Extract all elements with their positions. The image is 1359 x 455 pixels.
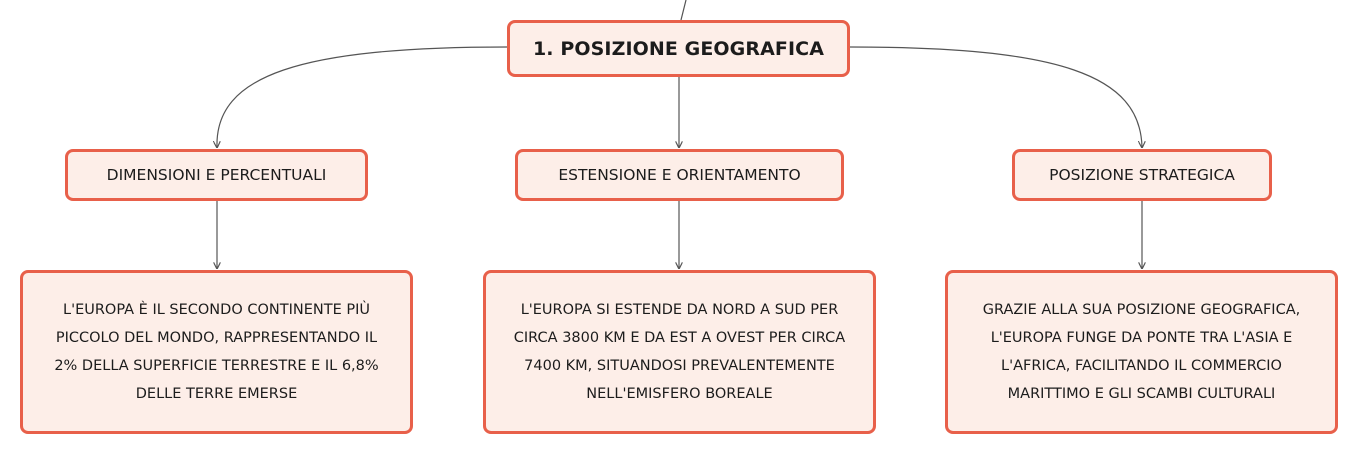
detail-node-posizione-strategica[interactable] bbox=[945, 270, 1338, 434]
connector-root-to-topic-3 bbox=[850, 47, 1142, 147]
topic-node-label: POSIZIONE STRATEGICA bbox=[1049, 166, 1235, 184]
detail-node-text: L'EUROPA È IL SECONDO CONTINENTE PIÙ PICCOLO DEL MONDO, RAPPRESENTANDO IL 2% DELLA SUPERFICIE TERRESTRE E IL 6,8% DELLE TERRE EMERSE bbox=[54, 302, 379, 402]
connector-root-to-topic-1 bbox=[217, 47, 507, 147]
connector-parent-to-root bbox=[681, 0, 686, 20]
detail-node-text: GRAZIE ALLA SUA POSIZIONE GEOGRAFICA, L'EUROPA FUNGE DA PONTE TRA L'ASIA E L'AFRICA, FACILITANDO IL COMMERCIO MARITTIMO E GLI SCAMBI CULTURALI bbox=[982, 302, 1301, 402]
topic-node-dimensioni[interactable] bbox=[65, 149, 368, 201]
topic-node-label: DIMENSIONI E PERCENTUALI bbox=[106, 166, 327, 184]
topic-node-label: ESTENSIONE E ORIENTAMENTO bbox=[558, 166, 801, 184]
root-node-label: 1. POSIZIONE GEOGRAFICA bbox=[532, 37, 825, 60]
topic-node-estensione[interactable] bbox=[515, 149, 844, 201]
topic-node-posizione-strategica[interactable] bbox=[1012, 149, 1272, 201]
detail-node-estensione[interactable] bbox=[483, 270, 876, 434]
detail-node-text: L'EUROPA SI ESTENDE DA NORD A SUD PER CIRCA 3800 KM E DA EST A OVEST PER CIRCA 7400 KM, SITUANDOSI PREVALENTEMENTE NELL'EMISFERO BOREALE bbox=[513, 302, 846, 402]
root-node[interactable] bbox=[507, 20, 850, 77]
detail-node-dimensioni[interactable] bbox=[20, 270, 413, 434]
